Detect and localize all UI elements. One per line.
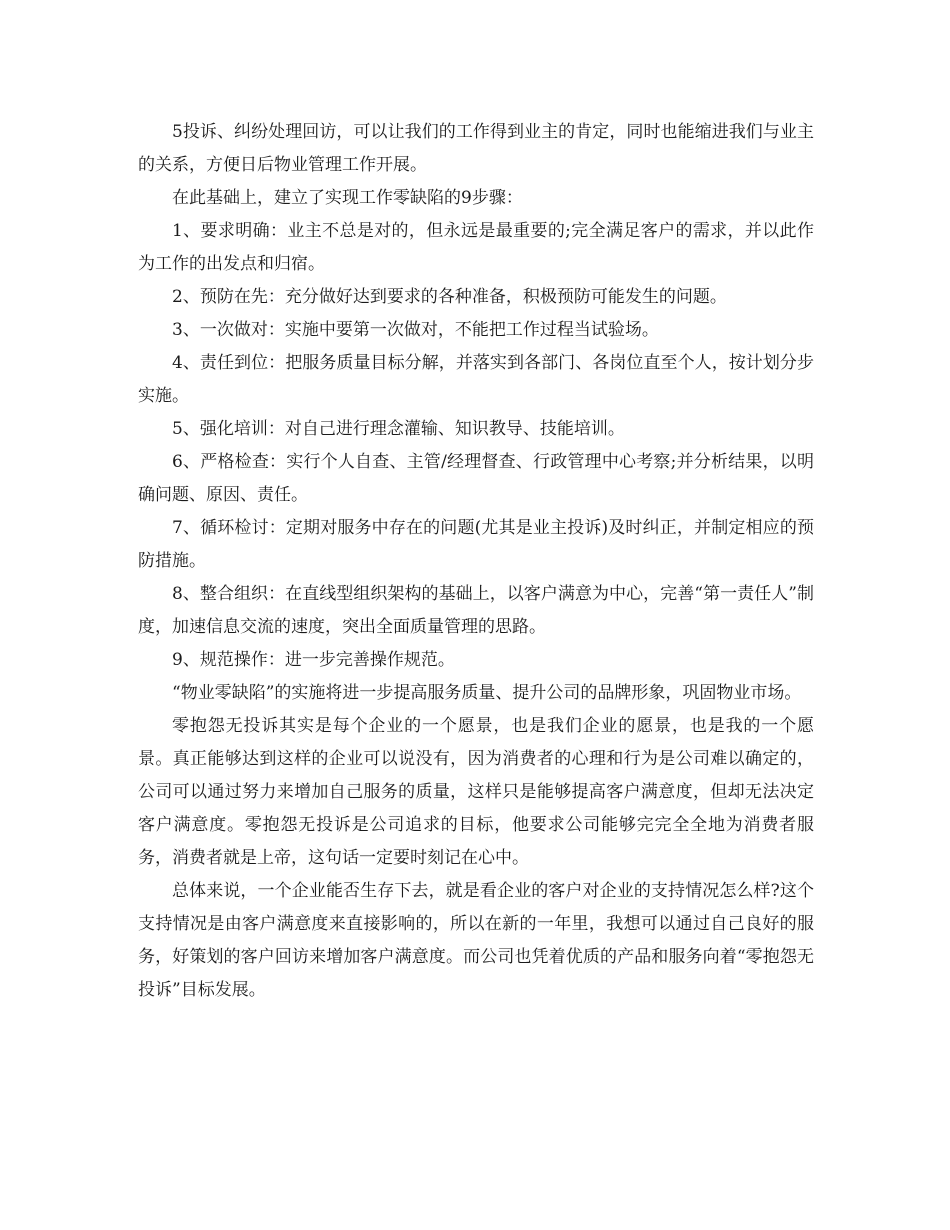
paragraph-step-9: 9、规范操作：进一步完善操作规范。 bbox=[172, 650, 455, 670]
paragraph-step-7: 7、循环检讨：定期对服务中存在的问题(尤其是业主投诉)及时纠正，并制定相应的预防措施。 bbox=[138, 518, 814, 571]
paragraph-step-1: 1、要求明确：业主不总是对的，但永远是最重要的;完全满足客户的需求，并以此作为工作的出发点和归宿。 bbox=[138, 221, 814, 274]
paragraph-complaint-followup: 5投诉、纠纷处理回访，可以让我们的工作得到业主的肯定，同时也能缩进我们与业主的关系，方便日后物业管理工作开展。 bbox=[138, 122, 814, 175]
paragraph-nine-steps-intro: 在此基础上，建立了实现工作零缺陷的9步骤： bbox=[172, 188, 523, 208]
paragraph-step-5: 5、强化培训：对自己进行理念灌输、知识教导、技能培训。 bbox=[172, 419, 625, 439]
paragraph-zero-defect-summary: “物业零缺陷”的实施将进一步提高服务质量、提升公司的品牌形象，巩固物业市场。 bbox=[172, 683, 802, 703]
document-body bbox=[138, 116, 814, 1007]
paragraph-step-8: 8、整合组织：在直线型组织架构的基础上，以客户满意为中心，完善“第一责任人”制度，加速信息交流的速度，突出全面质量管理的思路。 bbox=[138, 584, 814, 637]
paragraph-step-2: 2、预防在先：充分做好达到要求的各种准备，积极预防可能发生的问题。 bbox=[172, 287, 727, 307]
paragraph-zero-complaint-vision: 零抱怨无投诉其实是每个企业的一个愿景，也是我们企业的愿景，也是我的一个愿景。真正能够达到这样的企业可以说没有，因为消费者的心理和行为是公司难以确定的，公司可以通过努力来增加自己服务的质量，这样只是能够提高客户满意度，但却无法决定客户满意度。零抱怨无投诉是公司追求的目标，他要求公司能够完完全全地为消费者服务，消费者就是上帝，这句话一定要时刻记在心中。 bbox=[138, 716, 814, 868]
paragraph-step-4: 4、责任到位：把服务质量目标分解，并落实到各部门、各岗位直至个人，按计划分步实施。 bbox=[138, 353, 814, 406]
paragraph-conclusion: 总体来说，一个企业能否生存下去，就是看企业的客户对企业的支持情况怎么样?这个支持情况是由客户满意度来直接影响的，所以在新的一年里，我想可以通过自己良好的服务，好策划的客户回访来增加客户满意度。而公司也凭着优质的产品和服务向着“零抱怨无投诉”目标发展。 bbox=[138, 881, 814, 1000]
paragraph-step-3: 3、一次做对：实施中要第一次做对，不能把工作过程当试验场。 bbox=[172, 320, 659, 340]
paragraph-step-6: 6、严格检查：实行个人自查、主管/经理督查、行政管理中心考察;并分析结果，以明确问题、原因、责任。 bbox=[138, 452, 814, 505]
